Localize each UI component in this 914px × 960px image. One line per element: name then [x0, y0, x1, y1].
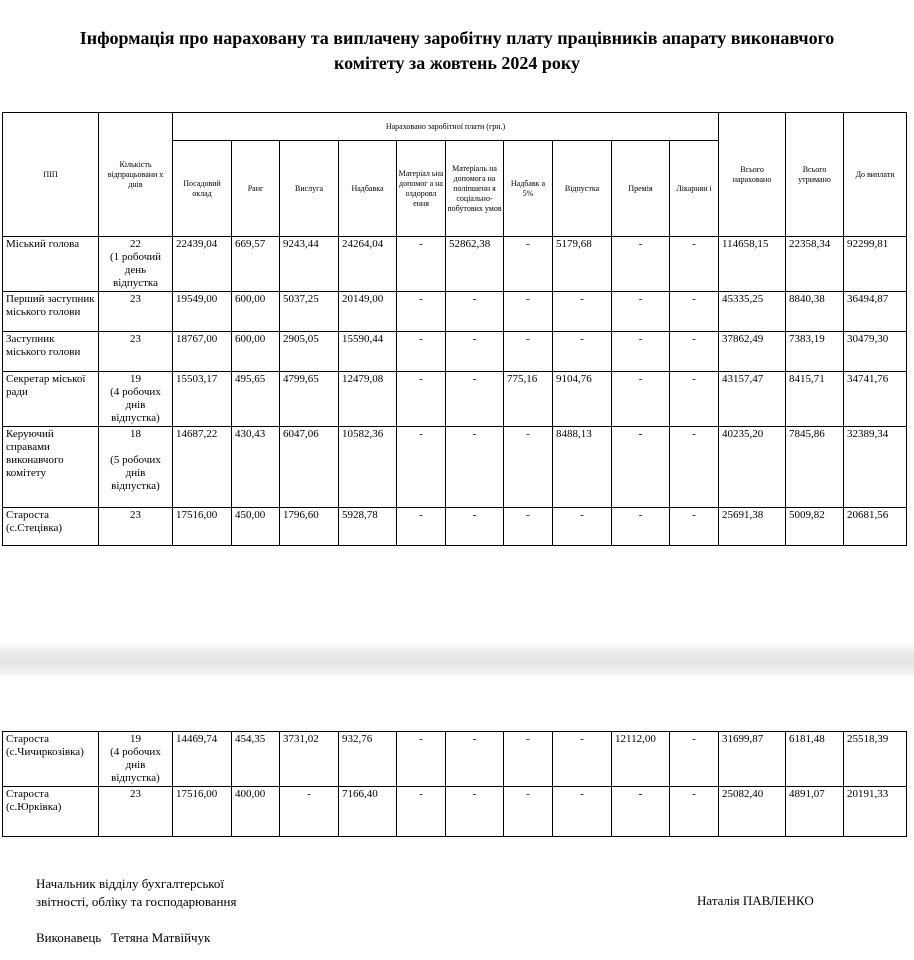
table-cell: Староста (с.Юрківка) [3, 787, 99, 837]
table-row [3, 427, 907, 508]
table-row [3, 787, 907, 837]
table-cell: 25691,38 [719, 508, 786, 546]
table-cell: 17516,00 [173, 508, 232, 546]
table-cell: - [612, 787, 670, 837]
table-cell: 20191,33 [844, 787, 907, 837]
table-cell: 6047,06 [280, 427, 339, 508]
table-cell: 22358,34 [786, 237, 844, 292]
header-accrued-group: Нараховано заробітної плати (грн.) [173, 113, 719, 141]
table-cell: 18 (5 робочих днів відпустка) [99, 427, 173, 508]
table-cell: 8840,38 [786, 292, 844, 332]
table-body [3, 237, 907, 546]
table-cell: 45335,25 [719, 292, 786, 332]
table-cell: 36494,87 [844, 292, 907, 332]
table-cell: 34741,76 [844, 372, 907, 427]
table-cell: Староста (с.Стецівка) [3, 508, 99, 546]
footer-position [36, 875, 236, 911]
table-cell: 9243,44 [280, 237, 339, 292]
table-cell: - [504, 787, 553, 837]
header-vacation: Відпустка [553, 141, 612, 237]
table-cell: 32389,34 [844, 427, 907, 508]
table-cell: Секретар міської ради [3, 372, 99, 427]
footer-executor: Виконавець Тетяна Матвійчук [36, 930, 211, 945]
table-cell: 2905,05 [280, 332, 339, 372]
table-cell: 23 [99, 292, 173, 332]
table-cell: - [612, 372, 670, 427]
table-cell: Староста (с.Чичиркозівка) [3, 732, 99, 787]
table-cell: 14687,22 [173, 427, 232, 508]
table-cell: 454,35 [232, 732, 280, 787]
table-cell: - [446, 508, 504, 546]
table-cell: 7166,40 [339, 787, 397, 837]
salary-table [2, 112, 907, 546]
table-cell: 430,43 [232, 427, 280, 508]
header-aid-health: Матеріал ьна допомог а на оздоровл ення [397, 141, 446, 237]
table-cell: 14469,74 [173, 732, 232, 787]
table-cell: 7383,19 [786, 332, 844, 372]
table-cell: - [504, 332, 553, 372]
table-cell: 31699,87 [719, 732, 786, 787]
table-cell: 3731,02 [280, 732, 339, 787]
table-cell: 450,00 [232, 508, 280, 546]
table-cell: - [670, 372, 719, 427]
table-cell: - [504, 427, 553, 508]
table-cell: 23 [99, 332, 173, 372]
table-cell: 22439,04 [173, 237, 232, 292]
table-cell: 600,00 [232, 292, 280, 332]
table-cell: 30479,30 [844, 332, 907, 372]
table-cell: 775,16 [504, 372, 553, 427]
table-cell: 19 (4 робочих днів відпустка) [99, 732, 173, 787]
table-cell: - [504, 732, 553, 787]
header-bonus5: Надбавк а 5% [504, 141, 553, 237]
table-cell: - [553, 508, 612, 546]
header-pib: ПІП [3, 113, 99, 237]
table-cell: - [553, 787, 612, 837]
footer-position-line-1: Начальник відділу бухгалтерської [36, 876, 225, 891]
table-row [3, 292, 907, 332]
table-cell: 7845,86 [786, 427, 844, 508]
table-cell: - [504, 292, 553, 332]
header-bonus: Надбавка [339, 141, 397, 237]
table-cell: - [553, 292, 612, 332]
table-cell: 17516,00 [173, 787, 232, 837]
table-cell: 4891,07 [786, 787, 844, 837]
table-cell: - [553, 732, 612, 787]
document-title [0, 26, 914, 76]
table-cell: - [670, 332, 719, 372]
table-cell: - [397, 787, 446, 837]
table-cell: 114658,15 [719, 237, 786, 292]
title-line-2: комітету за жовтень 2024 року [334, 53, 580, 73]
table-cell: - [446, 332, 504, 372]
table-cell: 8415,71 [786, 372, 844, 427]
table-row [3, 732, 907, 787]
header-rank: Ранг [232, 141, 280, 237]
table-cell: 19549,00 [173, 292, 232, 332]
table-cell: 20149,00 [339, 292, 397, 332]
table-cell: 5179,68 [553, 237, 612, 292]
table-cell: 495,65 [232, 372, 280, 427]
table-cell: 4799,65 [280, 372, 339, 427]
table-cell: 52862,38 [446, 237, 504, 292]
header-total-accrued: Всього нараховано [719, 113, 786, 237]
table-cell: 8488,13 [553, 427, 612, 508]
table-body-continued [3, 732, 907, 837]
table-cell: - [397, 372, 446, 427]
table-cell: - [612, 427, 670, 508]
table-cell: 400,00 [232, 787, 280, 837]
table-cell: 22 (1 робочий день відпустка [99, 237, 173, 292]
table-cell: - [553, 332, 612, 372]
header-premium: Премія [612, 141, 670, 237]
table-cell: 24264,04 [339, 237, 397, 292]
table-cell: 669,57 [232, 237, 280, 292]
table-cell: 37862,49 [719, 332, 786, 372]
table-cell: 1796,60 [280, 508, 339, 546]
table-row [3, 332, 907, 372]
table-cell: Заступник міського голови [3, 332, 99, 372]
footer-signer: Наталія ПАВЛЕНКО [697, 893, 814, 908]
table-cell: - [446, 292, 504, 332]
table-cell: 10582,36 [339, 427, 397, 508]
table-cell: - [397, 332, 446, 372]
table-cell: - [670, 427, 719, 508]
table-cell: - [612, 508, 670, 546]
header-total-withheld: Всього утримано [786, 113, 844, 237]
table-cell: - [612, 237, 670, 292]
table-cell: - [504, 508, 553, 546]
table-cell: 6181,48 [786, 732, 844, 787]
table-row [3, 237, 907, 292]
header-seniority: Вислуга [280, 141, 339, 237]
table-cell: - [670, 292, 719, 332]
table-cell: - [612, 292, 670, 332]
table-cell: 12112,00 [612, 732, 670, 787]
table-cell: 15503,17 [173, 372, 232, 427]
table-cell: - [612, 332, 670, 372]
table-cell: Керуючий справами виконавчого комітету [3, 427, 99, 508]
table-cell: 92299,81 [844, 237, 907, 292]
table-cell: 932,76 [339, 732, 397, 787]
table-cell: 5037,25 [280, 292, 339, 332]
table-cell: - [670, 732, 719, 787]
table-cell: 9104,76 [553, 372, 612, 427]
table-row [3, 508, 907, 546]
table-cell: - [670, 237, 719, 292]
table-cell: - [397, 292, 446, 332]
table-cell: Перший заступник міського голови [3, 292, 99, 332]
table-cell: - [397, 237, 446, 292]
table-cell: 15590,44 [339, 332, 397, 372]
table-row [3, 372, 907, 427]
table-cell: Міський голова [3, 237, 99, 292]
title-line-1: Інформація про нараховану та виплачену заробітну плату працівників апарату виконавчого [79, 28, 835, 48]
salary-table-continued [2, 731, 907, 837]
table-cell: - [670, 787, 719, 837]
table-cell: 18767,00 [173, 332, 232, 372]
header-to-pay: До виплати [844, 113, 907, 237]
table-cell: - [397, 427, 446, 508]
table-cell: 25518,39 [844, 732, 907, 787]
table-cell: - [670, 508, 719, 546]
table-cell: 23 [99, 787, 173, 837]
table-cell: 19 (4 робочих днів відпустка) [99, 372, 173, 427]
table-cell: 43157,47 [719, 372, 786, 427]
table-cell: - [446, 787, 504, 837]
table-cell: - [446, 732, 504, 787]
table-cell: 12479,08 [339, 372, 397, 427]
footer-position-line-2: звітності, обліку та господарювання [36, 894, 237, 909]
header-days: Кількість відпрацьовани х днів [99, 113, 173, 237]
table-cell: 5009,82 [786, 508, 844, 546]
table-cell: - [446, 427, 504, 508]
header-aid-social: Матеріаль на допомога на поліпшенн я соціально- побутових умов [446, 141, 504, 237]
table-cell: - [397, 508, 446, 546]
table-cell: 20681,56 [844, 508, 907, 546]
table-cell: 40235,20 [719, 427, 786, 508]
page-separator [0, 641, 914, 675]
table-cell: 600,00 [232, 332, 280, 372]
table-cell: 5928,78 [339, 508, 397, 546]
table-cell: - [397, 732, 446, 787]
header-sick: Лікарнян і [670, 141, 719, 237]
table-cell: - [446, 372, 504, 427]
table-cell: - [504, 237, 553, 292]
table-cell: 25082,40 [719, 787, 786, 837]
table-cell: - [280, 787, 339, 837]
table-cell: 23 [99, 508, 173, 546]
header-salary: Посадовий оклад [173, 141, 232, 237]
